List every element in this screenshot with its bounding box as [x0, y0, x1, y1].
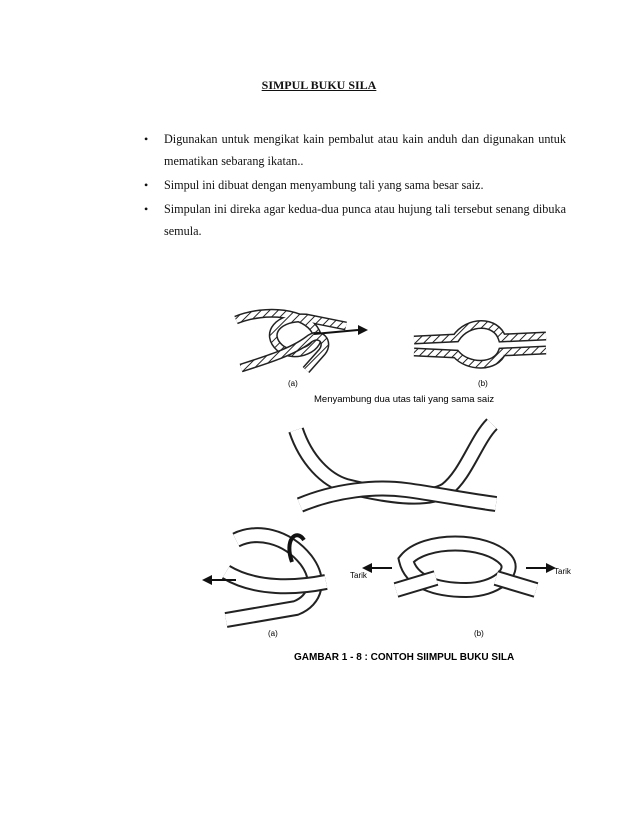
square-knot-tying-diagram [202, 535, 326, 620]
list-item [142, 128, 566, 172]
knot-illustration [196, 290, 576, 670]
arrow-left-icon [202, 575, 212, 585]
list-item [142, 174, 566, 196]
page-title: SIMPUL BUKU SILA [261, 78, 377, 92]
figure-label: (b) [478, 379, 488, 388]
figure-label: (b) [474, 629, 484, 638]
figure-label: (a) [268, 629, 278, 638]
bullet-icon: • [144, 178, 149, 192]
reef-knot-step-a-diagram [236, 313, 368, 370]
reef-knot-step-b-diagram [414, 325, 546, 365]
bullet-icon: • [144, 132, 149, 146]
list-item-text: Simpul ini dibuat dengan menyambung tali yang sama besar saiz. [164, 178, 484, 192]
pull-label-left: Tarik [350, 571, 367, 580]
pull-label-right: Tarik [554, 567, 571, 576]
figure-label: (a) [288, 379, 298, 388]
bullet-list [142, 128, 566, 244]
crossed-rope-ends-diagram [296, 424, 496, 505]
list-item-text: Simpulan ini direka agar kedua-dua punca atau hujung tali tersebut senang dibuka semula. [164, 202, 566, 238]
figure-caption: GAMBAR 1 - 8 : CONTOH SIIMPUL BUKU SILA [294, 652, 515, 663]
square-knot-pulled-diagram [362, 544, 556, 591]
list-item [142, 198, 566, 242]
arrow-right-icon [358, 325, 368, 335]
list-item-text: Digunakan untuk mengikat kain pembalut atau kain anduh dan digunakan untuk mematikan sebarang ikatan.. [164, 132, 566, 168]
figure-subcaption: Menyambung dua utas tali yang sama saiz [314, 394, 495, 405]
bullet-icon: • [144, 202, 149, 216]
